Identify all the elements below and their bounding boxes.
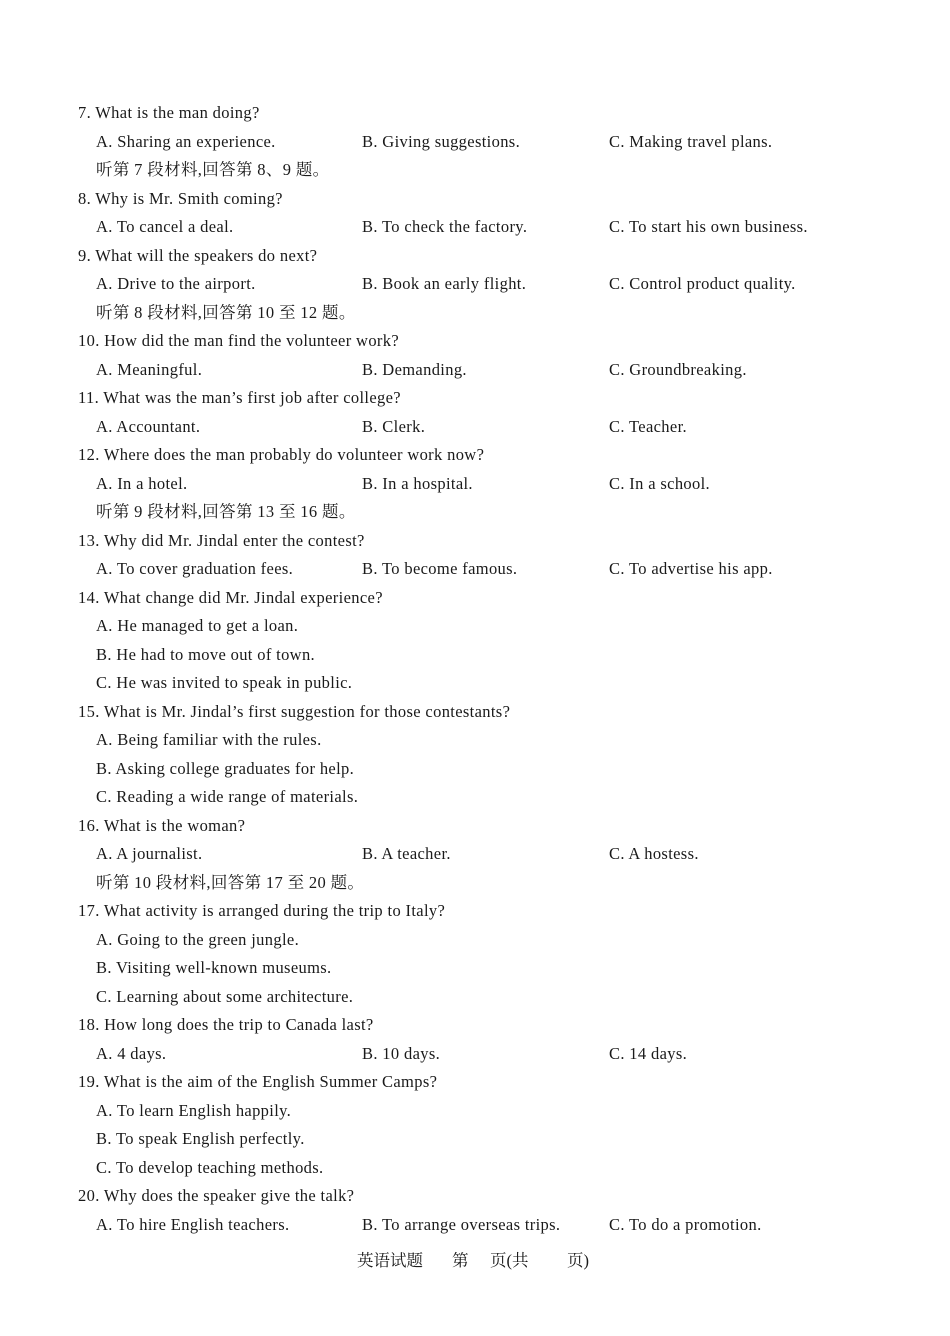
footer-total-suffix: 页) bbox=[567, 1251, 589, 1270]
question-stem: 11. What was the man’s first job after college? bbox=[78, 388, 401, 407]
answer-option-c: C. Control product quality. bbox=[609, 274, 796, 293]
answer-option-a: A. To hire English teachers. bbox=[96, 1214, 290, 1234]
section-instruction: 听第 9 段材料,回答第 13 至 16 题。 bbox=[96, 502, 356, 521]
answer-options-row bbox=[0, 356, 950, 384]
question-stem: 9. What will the speakers do next? bbox=[78, 245, 318, 265]
answer-option-b: B. Demanding. bbox=[362, 359, 467, 379]
answer-option-c: C. To start his own business. bbox=[609, 217, 808, 236]
answer-option: B. He had to move out of town. bbox=[96, 644, 316, 664]
answer-option: B. Asking college graduates for help. bbox=[96, 758, 355, 778]
answer-option-a: A. A journalist. bbox=[96, 844, 203, 863]
question-stem: 15. What is Mr. Jindal’s first suggestion for those contestants? bbox=[78, 701, 511, 721]
answer-options-row bbox=[0, 555, 950, 583]
answer-options-row bbox=[0, 413, 950, 441]
answer-option: A. He managed to get a loan. bbox=[96, 616, 299, 635]
answer-options-row bbox=[0, 470, 950, 498]
answer-option-b: B. Book an early flight. bbox=[362, 274, 527, 293]
answer-option-b: B. In a hospital. bbox=[362, 473, 473, 493]
answer-options-row bbox=[0, 270, 950, 298]
answer-options-row bbox=[0, 840, 950, 868]
answer-option-c: C. A hostess. bbox=[609, 844, 699, 863]
footer-page-suffix: 页(共 bbox=[490, 1251, 529, 1270]
answer-option: B. To speak English perfectly. bbox=[96, 1129, 305, 1148]
answer-option: B. Visiting well-known museums. bbox=[96, 958, 332, 977]
answer-option: C. He was invited to speak in public. bbox=[96, 673, 353, 692]
question-stem: 18. How long does the trip to Canada last? bbox=[78, 1015, 374, 1034]
answer-option-a: A. 4 days. bbox=[96, 1043, 167, 1063]
answer-options-row bbox=[0, 1040, 950, 1068]
answer-option-b: B. To arrange overseas trips. bbox=[362, 1214, 561, 1234]
question-stem: 13. Why did Mr. Jindal enter the contest? bbox=[78, 530, 365, 550]
answer-option-c: C. To do a promotion. bbox=[609, 1214, 762, 1234]
answer-option-a: A. Sharing an experience. bbox=[96, 131, 276, 151]
answer-option-c: C. Groundbreaking. bbox=[609, 359, 747, 379]
question-stem: 7. What is the man doing? bbox=[78, 103, 260, 122]
question-stem: 16. What is the woman? bbox=[78, 815, 246, 835]
answer-option-b: B. A teacher. bbox=[362, 844, 451, 863]
answer-option-b: B. To become famous. bbox=[362, 559, 518, 578]
question-stem: 14. What change did Mr. Jindal experience? bbox=[78, 587, 383, 607]
page-footer bbox=[0, 1247, 950, 1275]
answer-option-a: A. Accountant. bbox=[96, 416, 201, 436]
answer-option-b: B. Giving suggestions. bbox=[362, 131, 521, 151]
question-stem: 20. Why does the speaker give the talk? bbox=[78, 1186, 355, 1205]
answer-option-a: A. Meaningful. bbox=[96, 359, 203, 379]
question-stem: 19. What is the aim of the English Summer Camps? bbox=[78, 1072, 438, 1091]
question-stem: 17. What activity is arranged during the trip to Italy? bbox=[78, 901, 446, 920]
answer-option-c: C. Teacher. bbox=[609, 416, 687, 436]
answer-option-c: C. Making travel plans. bbox=[609, 131, 773, 151]
answer-option: C. Reading a wide range of materials. bbox=[96, 787, 359, 806]
answer-option-b: B. To check the factory. bbox=[362, 217, 528, 236]
footer-page-prefix: 第 bbox=[452, 1251, 469, 1270]
answer-options-row bbox=[0, 213, 950, 241]
answer-option-c: C. 14 days. bbox=[609, 1043, 688, 1063]
answer-option-c: C. To advertise his app. bbox=[609, 559, 773, 578]
answer-option: C. To develop teaching methods. bbox=[96, 1157, 324, 1177]
answer-option: A. To learn English happily. bbox=[96, 1100, 292, 1120]
answer-option-a: A. Drive to the airport. bbox=[96, 274, 256, 293]
answer-option-b: B. 10 days. bbox=[362, 1043, 441, 1063]
answer-option-b: B. Clerk. bbox=[362, 416, 426, 436]
section-instruction: 听第 10 段材料,回答第 17 至 20 题。 bbox=[96, 872, 365, 892]
answer-options-row bbox=[0, 128, 950, 156]
answer-option: C. Learning about some architecture. bbox=[96, 986, 354, 1006]
answer-options-row bbox=[0, 1211, 950, 1239]
answer-option-a: A. To cover graduation fees. bbox=[96, 559, 294, 578]
answer-option-c: C. In a school. bbox=[609, 473, 711, 493]
section-instruction: 听第 7 段材料,回答第 8、9 题。 bbox=[96, 160, 330, 179]
answer-option-a: A. In a hotel. bbox=[96, 473, 188, 493]
question-stem: 10. How did the man find the volunteer work? bbox=[78, 331, 400, 350]
footer-subject: 英语试题 bbox=[357, 1251, 423, 1270]
question-stem: 8. Why is Mr. Smith coming? bbox=[78, 188, 283, 208]
section-instruction: 听第 8 段材料,回答第 10 至 12 题。 bbox=[96, 302, 356, 322]
answer-option: A. Being familiar with the rules. bbox=[96, 730, 322, 749]
question-stem: 12. Where does the man probably do volunteer work now? bbox=[78, 445, 485, 464]
answer-option-a: A. To cancel a deal. bbox=[96, 217, 234, 236]
answer-option: A. Going to the green jungle. bbox=[96, 929, 300, 949]
